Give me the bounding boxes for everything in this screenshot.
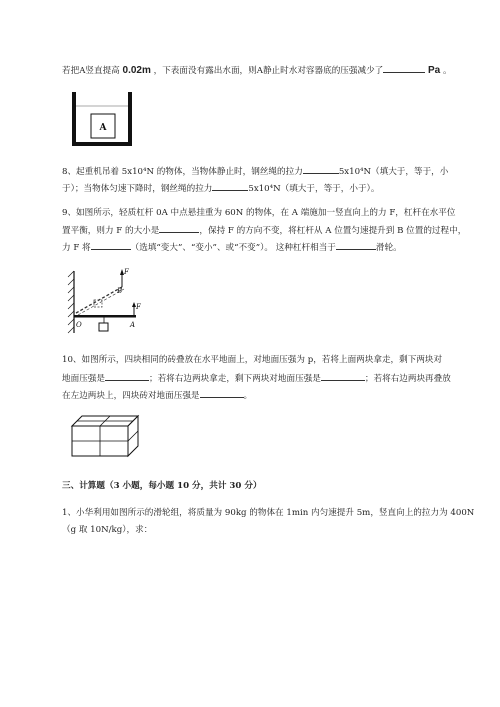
q9-text-a: 置平衡，则力 F 的大小是 xyxy=(62,226,160,236)
q9-line-3 xyxy=(62,241,402,254)
q10-line-1: 10、如图所示，四块相同的砖叠放在水平地面上，对地面压强为 p，若将上面两块拿走，剩下两块对 xyxy=(62,355,443,365)
q8-blank-2[interactable] xyxy=(212,182,248,191)
q7-value: 0.02m xyxy=(122,65,151,76)
q7-text-b: ，下表面没有露出水面，则A静止时水对容器底的压强减少了 xyxy=(153,66,384,76)
q9-text-b: ，保持 F 的方向不变，将杠杆从 A 位置匀速提升到 B 位置的过程中， xyxy=(199,226,467,236)
q9-line-1: 9、如图所示，轻质杠杆 0A 中点悬挂重为 60N 的物体，在 A 端施加一竖直向上的力 F，杠杆在水平位 xyxy=(62,208,456,218)
q7-line-1 xyxy=(62,64,452,77)
point-a-label: A xyxy=(130,321,136,329)
q9-text-c: 力 F 将 xyxy=(62,243,91,253)
q10-text-d: 在左边两块上，四块砖对地面压强是 xyxy=(62,391,200,401)
q10-line-3 xyxy=(62,389,252,402)
q9-blank-2[interactable] xyxy=(91,241,131,250)
q10-text-a: 地面压强是 xyxy=(62,374,105,384)
q8-line-1 xyxy=(62,165,448,178)
q10-blank-1[interactable] xyxy=(105,372,149,381)
q8-blank-1[interactable] xyxy=(303,165,339,174)
q9-blank-1[interactable] xyxy=(159,224,199,233)
block-a-label: A xyxy=(99,123,107,133)
q10-text-c: ；若将右边两块再叠放 xyxy=(364,374,451,384)
q9-text-d: （选填“变大”、“变小”、或“不变”）。 这种杠杆相当于 xyxy=(130,243,336,253)
q7-text-a: 若把A竖直提高 xyxy=(62,66,120,76)
q10-text-b: ；若将右边两块拿走，剩下两块对地面压强是 xyxy=(148,374,321,384)
section-3-heading: 三、计算题（3 小题，每小题 10 分，共计 30 分） xyxy=(62,481,262,491)
calc1-line-2: （g 取 10N/kg），求： xyxy=(62,525,153,535)
q7-unit: Pa xyxy=(428,65,441,76)
q10-text-e: 。 xyxy=(243,391,253,401)
q8-text-b: 5x10⁴N（填大于，等于，小 xyxy=(338,167,449,177)
bricks-figure xyxy=(70,412,140,460)
pivot-o-label: O xyxy=(76,321,82,329)
q10-blank-2[interactable] xyxy=(321,372,365,381)
q8-text-d: 5x10⁴N（填大于，等于，小于）。 xyxy=(248,184,380,194)
force-f-bottom-label: F xyxy=(136,303,141,311)
point-b-label: B xyxy=(117,287,123,295)
q7-answer-blank[interactable] xyxy=(383,64,425,73)
q7-end: 。 xyxy=(442,66,452,76)
container-figure xyxy=(72,92,134,148)
q8-line-2 xyxy=(62,182,379,195)
q8-text-a: 8、起重机吊着 5x10⁴N 的物体，当物体静止时，钢丝绳的拉力 xyxy=(62,167,303,177)
q9-line-2 xyxy=(62,224,466,237)
q9-blank-3[interactable] xyxy=(336,241,376,250)
q9-text-e: 滑轮。 xyxy=(375,243,402,253)
q10-blank-3[interactable] xyxy=(200,389,244,398)
q10-line-2 xyxy=(62,372,451,385)
q8-text-c: 于）；当物体匀速下降时，钢丝绳的拉力 xyxy=(62,184,213,194)
force-f-top-label: F xyxy=(124,268,129,276)
calc1-line-1: 1、小华利用如图所示的滑轮组，将质量为 90kg 的物体在 1min 内匀速提升 5m，竖直向上的拉力为 400N xyxy=(62,508,475,518)
lever-figure xyxy=(66,265,148,335)
